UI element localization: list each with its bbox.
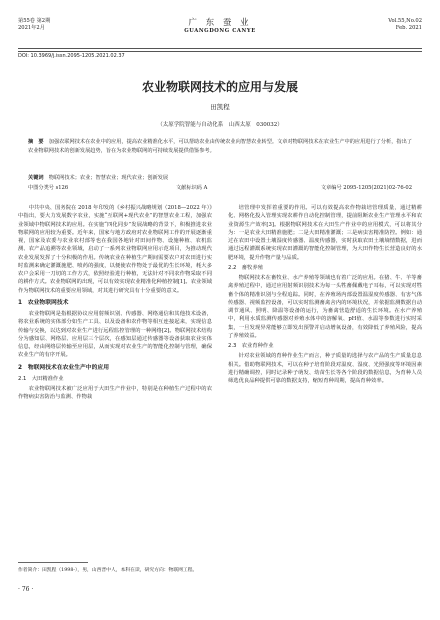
abstract-text: 加强农联网技术在农业中的应用，提高农业精准化水平，可以帮助农业由传统农业向智慧农业转型。文章对物联网技术在农业生产中的应用进行了分析，指出了农业物联网技术的创新发展趋势，旨在为农业物联网的可持续发展提供借鉴参考。 (28, 139, 412, 154)
abstract (28, 138, 412, 156)
body-column-left (18, 204, 212, 403)
body-column-right (228, 204, 422, 386)
subsection-heading: 2.2 畜牧养殖 (228, 264, 263, 271)
paragraph: 培管理中发挥着重要的作用。可以有效提高农作物栽培管理质量，通过精耕化、网格化投入管理实现农耕作自动化控制管理，提前阻断农业生产管理水平和农业资源生产效率[3]。根据物联网技术在大田生产作业中的应用模式，可以将其分为：一是农业大田精准施肥；二是大田精准灌溉；三是病虫害精准防控。例如：通过在农田中设置土壤湿度传感器、温度传感器，实时获取农田土壤墒情数据，进而通过远程灌溉系统实现农田灌溉的智能化控制管理，为大田作物生长营造良好的水肥环境，提升作物产量与品质。 (228, 205, 422, 261)
document-code: 文献标识码 A (176, 185, 208, 191)
article-author: 田凯程 (210, 103, 230, 111)
section-heading: 2 物联网技术在农业生产中的应用 (18, 364, 109, 371)
abstract-label: 摘 要 (28, 139, 44, 145)
paragraph: 中共中央、国务院在 2018 年印发的《乡村振兴战略规划（2018—2022 年）》中指出，要大力发展数字农业，实施“互联网+现代农业”的智慧农业工程，加强农业领域中物联网技术的应用。在实施“四化同步”发展战略的背景下，积极推进农业物联网的应用较为重要。近年来，国家与地方政府对农业物联网工作的开展逐渐重视，国家及农委与农业农村部等也在我国各地针对田间作物、设施种植、农机监测、农产品追溯等农业领域，启动了一系列农业物联网应用示范项目，为推动现代农业发展发挥了十分积极的作用。传统农业在种植生产期间需要农户对农田进行实时监测来确定灌溉施肥、喷药的强度，以便使农作物处于最优的生长环境，耗大多农户会采用一刀切的工作方式，依照经验进行种植，无法针对不同农作物采取不同的耕作方式。农业物联网的出现，可以有效实现农业精准化种植控制[1]。农业领域作为物联网技术的重要应用领域，对其进行研究具有十分重要的意义。 (18, 205, 212, 294)
article-id: 文章编号 2095-1205(2021)02-76-02 (320, 185, 412, 191)
paragraph: 物联网技术在畜牧业、水产养殖等领域也有着广泛的应用。在猪、牛、羊等畜禽养殖过程中，通过应用射频识别技术为每一头牲畜佩戴电子耳标，可以实现对牲畜个体的精准识别与全程追踪。同时，在养殖场内部设置温湿度传感器、有害气体传感器、视频监控设备，可以实时监测畜禽舍内的环境状况，并依据监测数据自动调节通风、照明、降温等设备的运行，为畜禽营造舒适的生长环境。在水产养殖中，利用水质监测传感器对养殖水体中的溶解氧、pH值、水温等参数进行实时采集，一旦发现异常能够立即发出预警并启动增氧设备，有效降低了养殖风险，提高了养殖效益。 (228, 275, 422, 339)
subsection-heading: 2.3 农业育种作业 (228, 343, 274, 349)
classification-line (28, 184, 412, 192)
paragraph: 农业物联网是指根据协议应用射频识别、传感器、网络通信和其他技术设备，将农业系统的实体部分如生产工具、以及设备和农作物等相互连接起来，实现信息传输与交换，以达到对农业生产进行远程监控管理的一种网络[2]。物联网技术结构分为感知层、网络层、应用层三个层次，在感知层通过传感器等设备获取农业实体信息，经由网络层传输至应用层，从而实现对农业生产的智能化控制与管理，确保农业生产的有序开展。 (18, 311, 212, 359)
doi-line[interactable]: DOI: 10.3969/j.issn.2095-1205.2021.02.37 (18, 53, 125, 59)
paragraph: 针对农业领域的育种作业生产而言，种子质量的选择与农产品的生产质量息息相关。借助物联网技术，可以在种子培育阶段对温度、湿度、光照强度等环境因素进行精确调控，同时记录种子萌发、幼苗生长等各个阶段的数据信息，为育种人员筛选优良品种提供可靠的数据支持，缩短育种周期，提高育种效率。 (228, 353, 422, 384)
journal-name-en: GUANGDONG CANYE (184, 28, 256, 34)
running-header (18, 14, 422, 46)
header-right (388, 18, 422, 32)
volume-issue-cn: 第55卷 第2期 (18, 18, 51, 24)
journal-name-cn: 广 东 蚕 业 (188, 18, 252, 28)
section-heading: 1 农业物联网技术 (18, 299, 69, 306)
keywords-label: 关键词 (28, 175, 44, 181)
author-footnote: 作者简介：田凯程（1998-），男，山西晋中人，本科在读，研究方向：物联网工程。 (18, 568, 198, 573)
page-number: · 76 · (18, 586, 34, 593)
keywords-text: 物联网技术；农业；智慧农业；现代农业；创新发展 (48, 175, 169, 181)
date-cn: 2021年2月 (18, 25, 45, 31)
paragraph: 农业物联网技术被广泛应用于大田生产作业中，特别是在种植生产过程中的农作物病虫害防治与监测、作物栽 (18, 386, 212, 401)
footnote-rule (18, 562, 88, 563)
author-affiliation: （太原学院智能与自动化系 山西太原 030032） (157, 122, 283, 128)
keywords (28, 174, 412, 181)
class-number: 中图分类号 s126 (28, 185, 69, 191)
header-rule-thin (18, 51, 422, 52)
header-rule-thick (18, 48, 422, 49)
header-center (18, 16, 422, 34)
article-title: 农业物联网技术的应用与发展 (141, 80, 298, 94)
date-en: Feb. 2021 (395, 25, 422, 31)
subsection-heading: 2.1 大田精准作业 (18, 375, 64, 382)
volume-issue-en: Vol.55,No.02 (388, 18, 422, 24)
